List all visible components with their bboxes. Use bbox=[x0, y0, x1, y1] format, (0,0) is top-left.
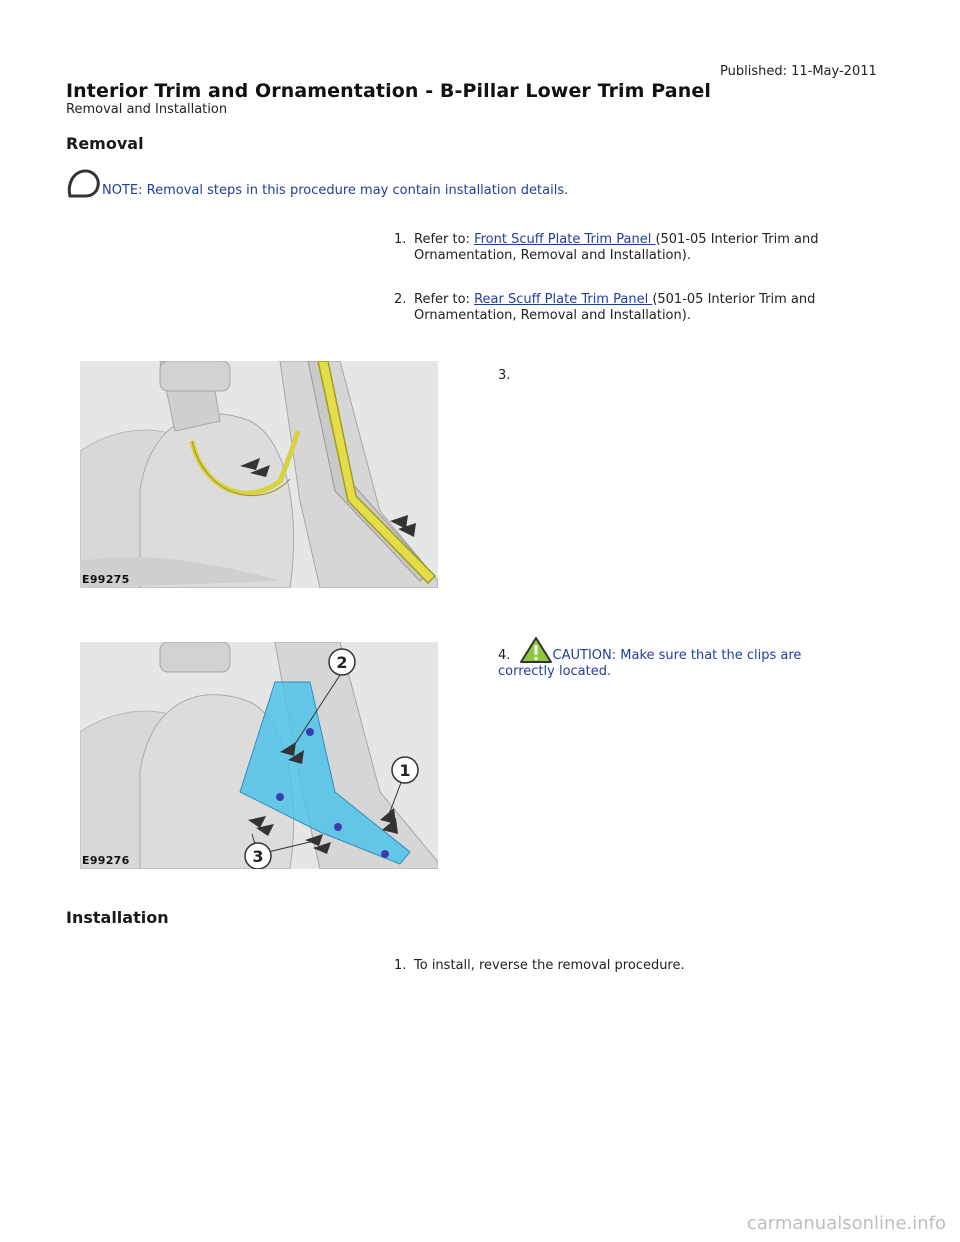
page-subtitle: Removal and Installation bbox=[66, 102, 228, 117]
step-prefix: Refer to: bbox=[414, 232, 475, 247]
watermark: carmanualsonline.info bbox=[746, 1213, 946, 1234]
removal-step-2 bbox=[394, 292, 854, 326]
rear-scuff-plate-link[interactable]: Rear Scuff Plate Trim Panel bbox=[474, 292, 653, 307]
step-number: 1. bbox=[394, 958, 407, 973]
front-scuff-plate-link[interactable]: Front Scuff Plate Trim Panel bbox=[474, 232, 656, 247]
callout-2 bbox=[329, 649, 355, 675]
caution-text: CAUTION: Make sure that the clips are correctly located. bbox=[498, 648, 802, 679]
note-text: NOTE: Removal steps in this procedure may contain installation details. bbox=[102, 183, 569, 198]
svg-text:2: 2 bbox=[336, 653, 348, 672]
step-suffix: (501-05 Interior Trim and Ornamentation, Removal and Installation). bbox=[414, 232, 819, 263]
removal-step-1 bbox=[394, 232, 854, 266]
b-pillar-clips-illustration bbox=[80, 642, 438, 869]
b-pillar-removal-illustration bbox=[80, 361, 438, 588]
note-block bbox=[66, 168, 568, 198]
step-text: To install, reverse the removal procedure. bbox=[414, 958, 685, 973]
installation-heading: Installation bbox=[66, 908, 169, 927]
svg-text:3: 3 bbox=[252, 847, 264, 866]
installation-step-1 bbox=[394, 958, 854, 976]
caution-icon bbox=[519, 636, 553, 664]
step-number: 2. bbox=[394, 292, 407, 307]
published-date: Published: 11-May-2011 bbox=[720, 64, 877, 79]
page-title: Interior Trim and Ornamentation - B-Pillar Lower Trim Panel bbox=[66, 80, 711, 102]
removal-heading: Removal bbox=[66, 134, 144, 153]
step-number: 4. bbox=[498, 648, 511, 663]
note-icon bbox=[66, 168, 102, 198]
callout-1 bbox=[392, 757, 418, 783]
svg-text:1: 1 bbox=[399, 761, 411, 780]
figure-label: E99275 bbox=[82, 573, 130, 586]
callout-3 bbox=[245, 843, 271, 869]
figure-e99276 bbox=[80, 642, 438, 869]
figure-label: E99276 bbox=[82, 854, 130, 867]
removal-step-4 bbox=[498, 636, 858, 680]
step-number: 1. bbox=[394, 232, 407, 247]
removal-step-3: 3. bbox=[498, 368, 511, 383]
step-prefix: Refer to: bbox=[414, 292, 475, 307]
figure-e99275 bbox=[80, 361, 438, 588]
step-suffix: (501-05 Interior Trim and Ornamentation, Removal and Installation). bbox=[414, 292, 816, 323]
